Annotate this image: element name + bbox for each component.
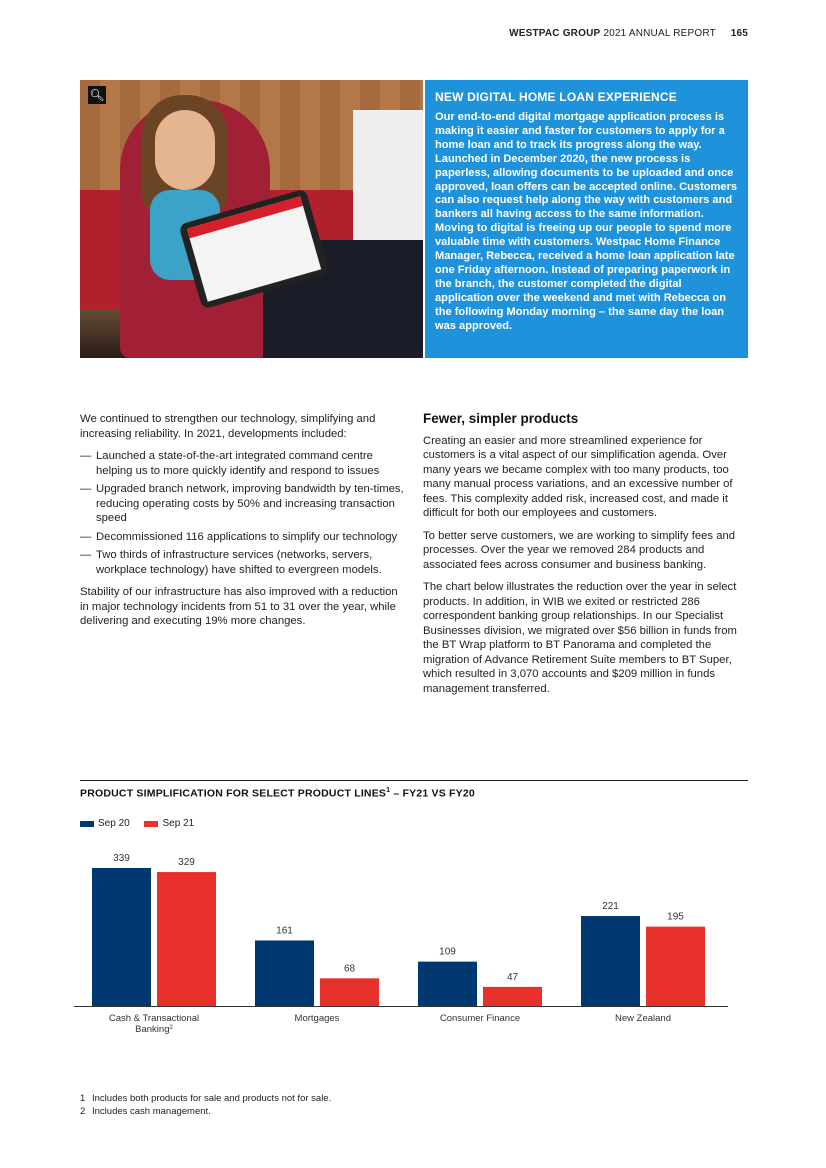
magnifier-icon[interactable]: 🔍︎ xyxy=(89,88,105,102)
legend-item: Sep 21 xyxy=(144,818,194,829)
header-report: 2021 ANNUAL REPORT xyxy=(603,28,716,39)
bar-sep-20 xyxy=(581,916,640,1006)
category-label: New Zealand xyxy=(615,1013,671,1024)
bar-sep-20 xyxy=(418,962,477,1006)
bar-sep-20 xyxy=(255,940,314,1006)
data-label: 329 xyxy=(178,857,195,869)
data-label: 221 xyxy=(602,901,619,913)
section-heading: Fewer, simpler products xyxy=(423,411,579,426)
list-item: — Upgraded branch network, improving bandwidth by ten-times, reducing operating costs by 50% and increasing transaction speed xyxy=(80,483,404,524)
left-closing: Stability of our infrastructure has also improved with a reduction in major technology incidents from 51 to 31 over the year, while delivering and executing 19% more changes. xyxy=(80,586,398,627)
list-item: — Decommissioned 116 applications to simplify our technology xyxy=(80,530,398,543)
callout-title: NEW DIGITAL HOME LOAN EXPERIENCE xyxy=(435,90,677,104)
footnote: 2 Includes cash management. xyxy=(80,1106,211,1117)
data-label: 195 xyxy=(667,911,684,923)
category-label: Cash & Transactional Banking$^2$ xyxy=(108,1013,200,1035)
left-intro: We continued to strengthen our technology, simplifying and increasing reliability. In 2021, developments included: xyxy=(80,413,376,440)
callout-body: Our end-to-end digital mortgage application process is making it easier and faster for customers to apply for a home loan and to track its progress along the way. Launched in December 2020, the new process is paperless, allowing documents to be uploaded and once approved, loan offers can be accepted online. Customers can also request help along the way with customers and bankers all having access to the same information. Moving to digital is freeing up our people to spend more valuable time with customers. Westpac Home Finance Manager, Rebecca, received a home loan application late one Friday afternoon. Instead of preparing paperwork in the branch, the customer completed the digital application over the weekend and met with Rebecca on the following Monday morning – the same day the loan was approved. xyxy=(435,111,738,332)
chart-title: PRODUCT SIMPLIFICATION FOR SELECT PRODUCT LINES$^1$ – FY21 VS FY20 xyxy=(80,787,475,800)
list-item: — Two thirds of infrastructure services (networks, servers, workplace technology) have shifted to evergreen models. xyxy=(80,549,382,576)
category-label: Consumer Finance xyxy=(439,1013,521,1024)
header-brand: WESTPAC GROUP xyxy=(509,28,601,39)
paragraph: The chart below illustrates the reduction over the year in select products. In addition, in WIB we exited or restricted 286 correspondent banking group relationships. In our Specialist Businesses division, we migrated over $56 billion in funds from the BT Wrap platform to BT Panorama and completed the migration of Advance Retirement Suite members to BT Super, which resulted in 3,070 accounts and $209 million in funds management transferred. xyxy=(423,581,737,695)
bar-sep-21 xyxy=(483,987,542,1006)
legend-item: Sep 20 xyxy=(80,818,130,829)
footnotes xyxy=(80,1092,331,1118)
paragraph: Creating an easier and more streamlined experience for customers is a vital aspect of our simplification agenda. Over many years we became complex with too many products, too many manual process variations, and an excessive number of fees. This complexity added risk, increased cost, and made it difficult for both our employees and customers. xyxy=(423,434,733,519)
paragraph: To better serve customers, we are working to simplify fees and processes. Over the year we removed 284 products and associated fees across consumer and business banking. xyxy=(423,529,736,571)
category-label: Mortgages xyxy=(294,1013,340,1024)
data-label: 339 xyxy=(113,853,130,864)
data-label: 109 xyxy=(439,946,456,958)
page-number: 165 xyxy=(730,28,748,39)
data-label: 68 xyxy=(343,963,356,975)
bar-sep-21 xyxy=(320,978,379,1006)
data-label: 47 xyxy=(506,971,519,983)
footnote: 1 Includes both products for sale and products not for sale. xyxy=(80,1093,332,1104)
list-item: — Launched a state-of-the-art integrated command centre helping us to more quickly identify and respond to issues xyxy=(80,450,380,477)
bar-sep-20 xyxy=(92,868,151,1006)
bar-sep-21 xyxy=(157,872,216,1006)
data-label: 161 xyxy=(276,925,293,937)
bar-sep-21 xyxy=(646,927,705,1006)
